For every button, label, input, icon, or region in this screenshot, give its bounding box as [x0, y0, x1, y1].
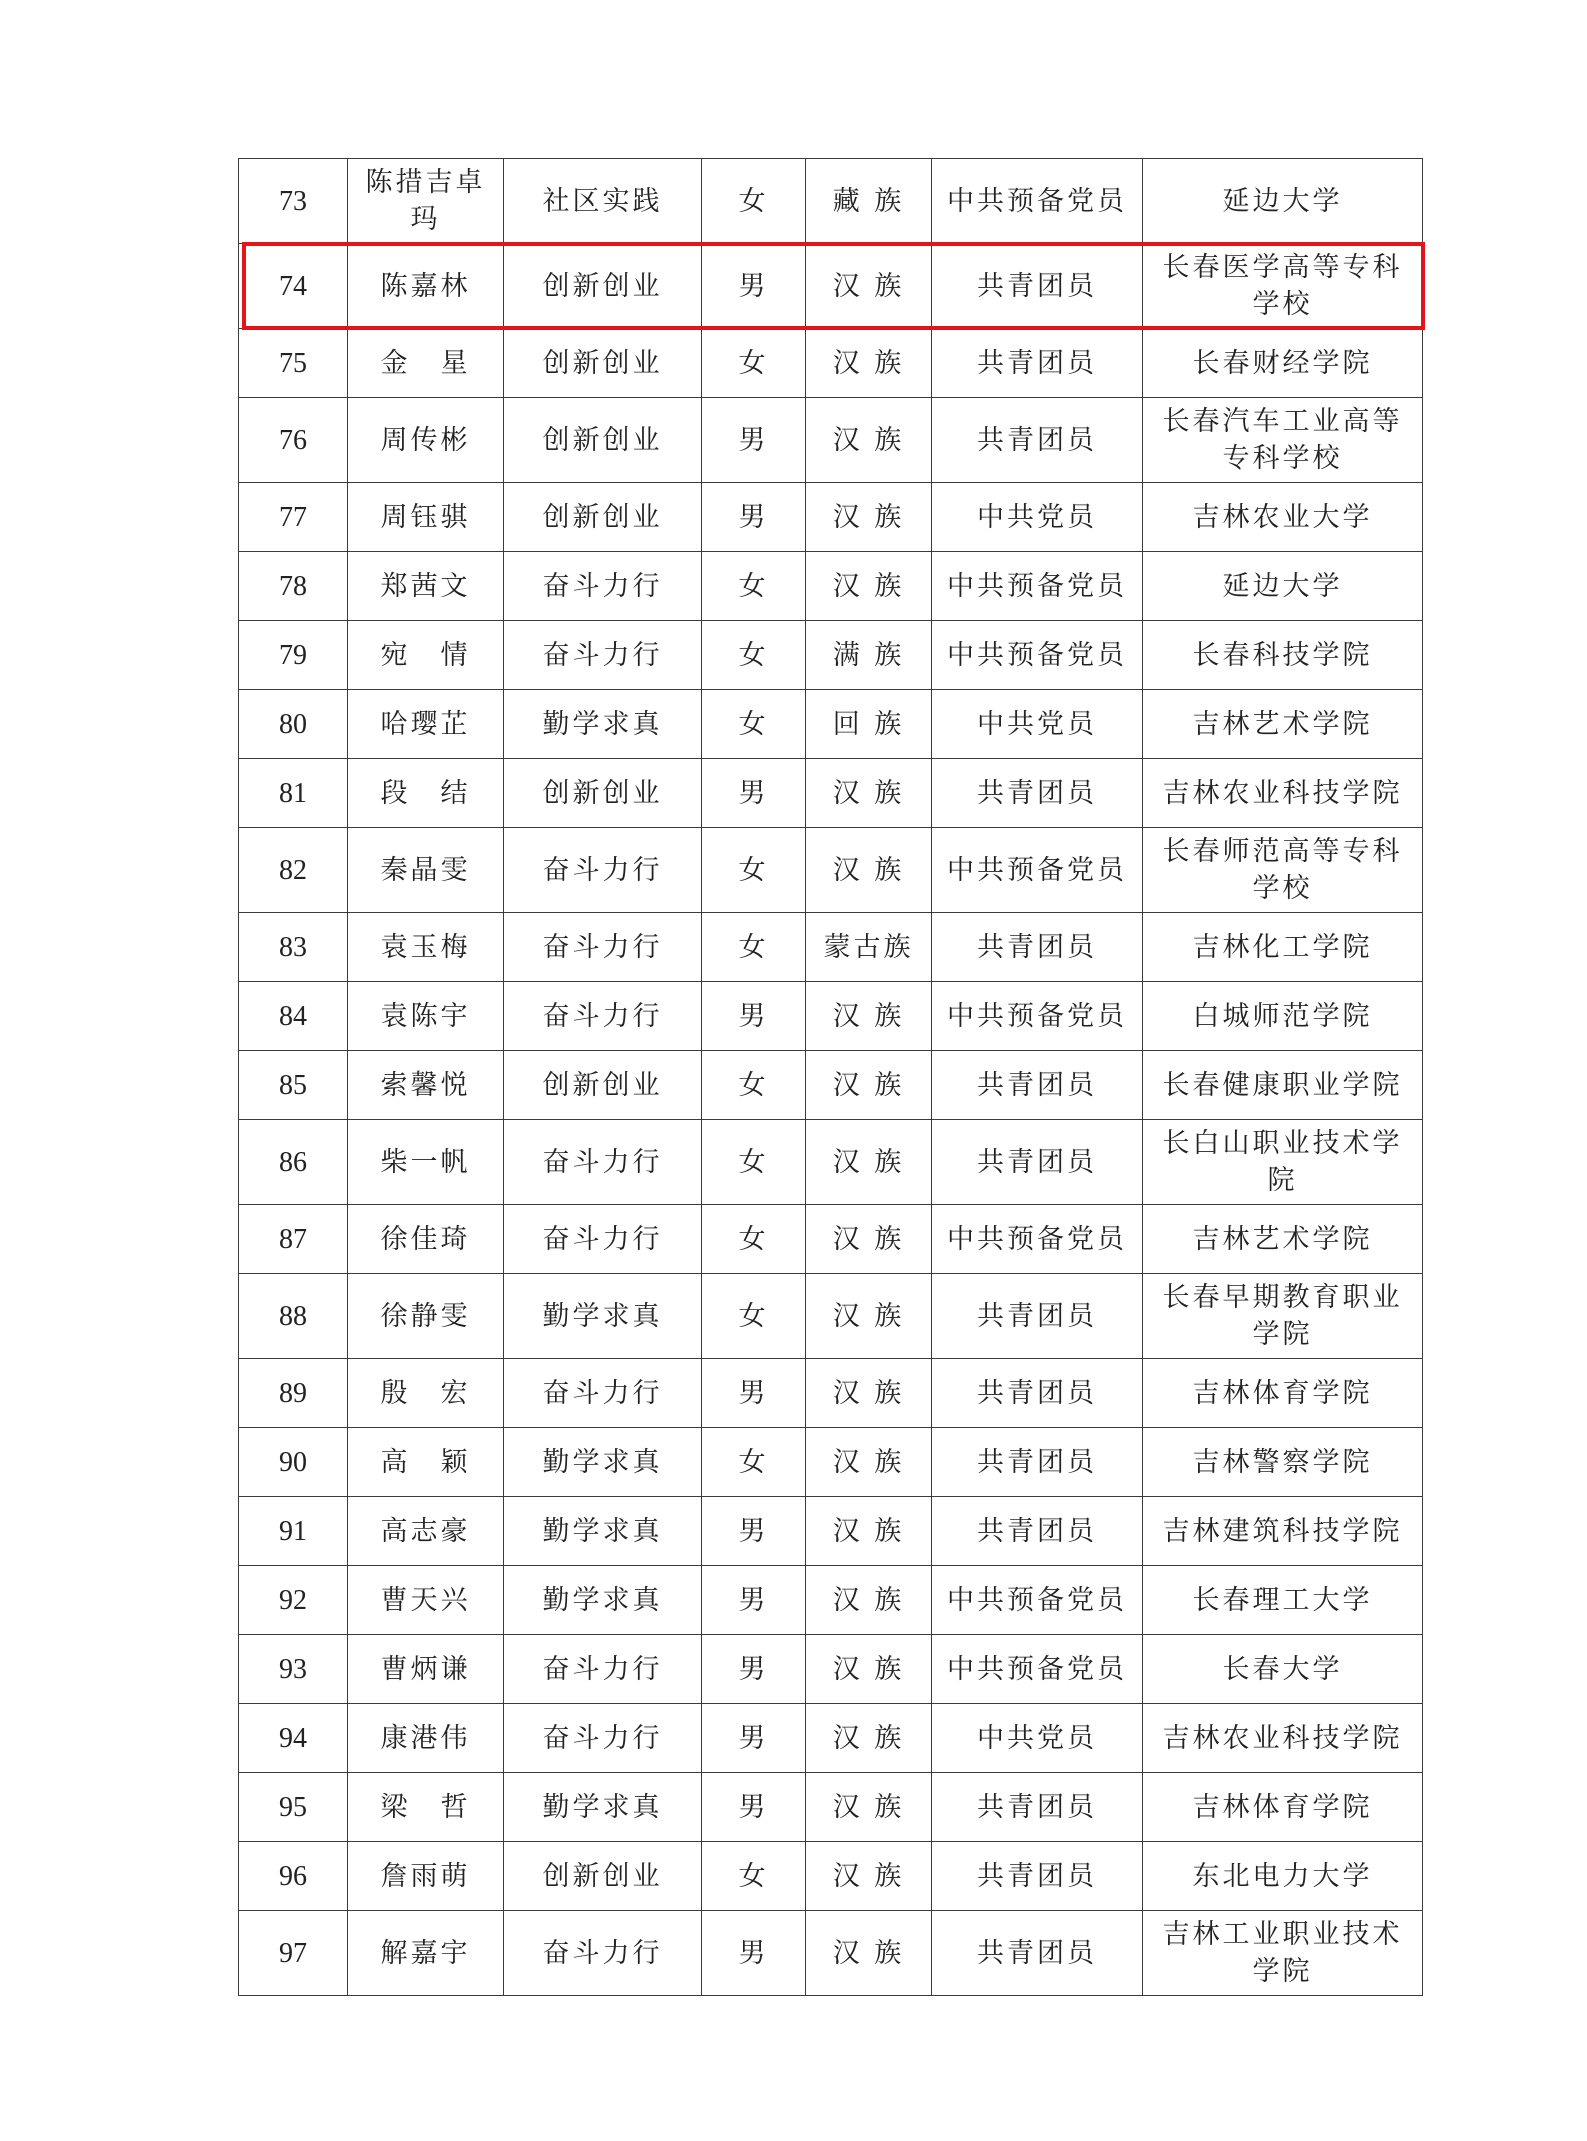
cell-gender: 女	[702, 1120, 806, 1205]
cell-category: 勤学求真	[504, 1428, 702, 1497]
cell-number: 86	[239, 1120, 348, 1205]
cell-gender: 男	[702, 398, 806, 483]
cell-political-status: 共青团员	[932, 1911, 1143, 1996]
cell-number: 75	[239, 329, 348, 398]
cell-category: 创新创业	[504, 759, 702, 828]
cell-number: 74	[239, 244, 348, 329]
cell-ethnicity: 汉 族	[806, 1497, 932, 1566]
cell-name: 高志豪	[348, 1497, 504, 1566]
cell-number: 83	[239, 913, 348, 982]
cell-number: 84	[239, 982, 348, 1051]
cell-ethnicity: 满 族	[806, 621, 932, 690]
table-row	[239, 913, 1423, 982]
cell-political-status: 共青团员	[932, 1842, 1143, 1911]
cell-political-status: 共青团员	[932, 1773, 1143, 1842]
cell-category: 奋斗力行	[504, 828, 702, 913]
cell-ethnicity: 汉 族	[806, 1635, 932, 1704]
table-row	[239, 1120, 1423, 1205]
cell-political-status: 共青团员	[932, 1359, 1143, 1428]
cell-school: 吉林体育学院	[1143, 1773, 1423, 1842]
cell-ethnicity: 汉 族	[806, 398, 932, 483]
cell-name: 段 结	[348, 759, 504, 828]
cell-gender: 男	[702, 244, 806, 329]
table-row	[239, 329, 1423, 398]
cell-ethnicity: 汉 族	[806, 982, 932, 1051]
table-row	[239, 244, 1423, 329]
cell-school: 长春大学	[1143, 1635, 1423, 1704]
cell-category: 奋斗力行	[504, 1359, 702, 1428]
roster-body	[239, 159, 1423, 1996]
cell-ethnicity: 蒙古族	[806, 913, 932, 982]
cell-political-status: 共青团员	[932, 398, 1143, 483]
cell-name: 柴一帆	[348, 1120, 504, 1205]
cell-school: 长春财经学院	[1143, 329, 1423, 398]
table-row	[239, 1359, 1423, 1428]
table-row	[239, 1911, 1423, 1996]
cell-category: 创新创业	[504, 483, 702, 552]
table-row	[239, 1051, 1423, 1120]
cell-number: 93	[239, 1635, 348, 1704]
cell-name: 曹炳谦	[348, 1635, 504, 1704]
cell-gender: 男	[702, 1566, 806, 1635]
cell-name: 郑茜文	[348, 552, 504, 621]
cell-name: 宛 情	[348, 621, 504, 690]
cell-school: 长春医学高等专科学校	[1143, 244, 1423, 329]
cell-number: 79	[239, 621, 348, 690]
cell-school: 吉林化工学院	[1143, 913, 1423, 982]
cell-name: 袁陈宇	[348, 982, 504, 1051]
cell-political-status: 中共预备党员	[932, 828, 1143, 913]
cell-gender: 男	[702, 483, 806, 552]
cell-ethnicity: 汉 族	[806, 1274, 932, 1359]
cell-gender: 女	[702, 1205, 806, 1274]
cell-number: 94	[239, 1704, 348, 1773]
cell-category: 创新创业	[504, 398, 702, 483]
cell-name: 陈嘉林	[348, 244, 504, 329]
cell-ethnicity: 汉 族	[806, 1911, 932, 1996]
cell-political-status: 共青团员	[932, 1120, 1143, 1205]
cell-gender: 女	[702, 1842, 806, 1911]
cell-name: 秦晶雯	[348, 828, 504, 913]
table-row	[239, 1842, 1423, 1911]
cell-ethnicity: 汉 族	[806, 1842, 932, 1911]
cell-category: 勤学求真	[504, 1274, 702, 1359]
cell-gender: 男	[702, 1911, 806, 1996]
cell-ethnicity: 汉 族	[806, 1704, 932, 1773]
cell-ethnicity: 回 族	[806, 690, 932, 759]
cell-number: 80	[239, 690, 348, 759]
table-row	[239, 1704, 1423, 1773]
cell-ethnicity: 汉 族	[806, 329, 932, 398]
cell-school: 吉林艺术学院	[1143, 690, 1423, 759]
cell-school: 白城师范学院	[1143, 982, 1423, 1051]
cell-number: 87	[239, 1205, 348, 1274]
cell-name: 康港伟	[348, 1704, 504, 1773]
cell-category: 奋斗力行	[504, 621, 702, 690]
cell-name: 解嘉宇	[348, 1911, 504, 1996]
cell-ethnicity: 汉 族	[806, 1359, 932, 1428]
cell-school: 延边大学	[1143, 552, 1423, 621]
cell-gender: 女	[702, 1051, 806, 1120]
cell-name: 周传彬	[348, 398, 504, 483]
cell-ethnicity: 汉 族	[806, 244, 932, 329]
cell-political-status: 中共党员	[932, 1704, 1143, 1773]
table-row	[239, 1773, 1423, 1842]
cell-gender: 女	[702, 159, 806, 244]
cell-number: 97	[239, 1911, 348, 1996]
cell-number: 77	[239, 483, 348, 552]
table-row	[239, 552, 1423, 621]
cell-number: 82	[239, 828, 348, 913]
cell-category: 创新创业	[504, 244, 702, 329]
cell-name: 梁 哲	[348, 1773, 504, 1842]
cell-name: 金 星	[348, 329, 504, 398]
cell-number: 96	[239, 1842, 348, 1911]
table-row	[239, 398, 1423, 483]
cell-political-status: 共青团员	[932, 329, 1143, 398]
cell-school: 长春健康职业学院	[1143, 1051, 1423, 1120]
roster-table	[238, 158, 1423, 1996]
cell-category: 勤学求真	[504, 690, 702, 759]
cell-gender: 女	[702, 552, 806, 621]
cell-ethnicity: 汉 族	[806, 483, 932, 552]
table-row	[239, 1566, 1423, 1635]
cell-school: 吉林警察学院	[1143, 1428, 1423, 1497]
cell-political-status: 中共预备党员	[932, 1566, 1143, 1635]
cell-number: 89	[239, 1359, 348, 1428]
cell-gender: 男	[702, 1497, 806, 1566]
cell-gender: 女	[702, 1274, 806, 1359]
table-row	[239, 1274, 1423, 1359]
cell-ethnicity: 汉 族	[806, 552, 932, 621]
cell-school: 吉林艺术学院	[1143, 1205, 1423, 1274]
cell-number: 95	[239, 1773, 348, 1842]
cell-name: 高 颖	[348, 1428, 504, 1497]
cell-name: 曹天兴	[348, 1566, 504, 1635]
cell-ethnicity: 汉 族	[806, 1051, 932, 1120]
cell-number: 92	[239, 1566, 348, 1635]
table-row	[239, 982, 1423, 1051]
cell-gender: 男	[702, 1773, 806, 1842]
cell-gender: 女	[702, 913, 806, 982]
cell-name: 徐佳琦	[348, 1205, 504, 1274]
cell-ethnicity: 汉 族	[806, 1428, 932, 1497]
cell-category: 奋斗力行	[504, 1205, 702, 1274]
cell-category: 勤学求真	[504, 1566, 702, 1635]
cell-school: 吉林农业大学	[1143, 483, 1423, 552]
cell-political-status: 中共预备党员	[932, 1205, 1143, 1274]
cell-school: 延边大学	[1143, 159, 1423, 244]
cell-name: 袁玉梅	[348, 913, 504, 982]
table-row	[239, 1205, 1423, 1274]
table-row	[239, 621, 1423, 690]
cell-political-status: 中共预备党员	[932, 621, 1143, 690]
cell-political-status: 共青团员	[932, 1051, 1143, 1120]
cell-gender: 男	[702, 759, 806, 828]
cell-political-status: 共青团员	[932, 913, 1143, 982]
cell-category: 社区实践	[504, 159, 702, 244]
cell-political-status: 中共预备党员	[932, 1635, 1143, 1704]
cell-number: 73	[239, 159, 348, 244]
cell-name: 陈措吉卓玛	[348, 159, 504, 244]
cell-political-status: 中共预备党员	[932, 159, 1143, 244]
cell-gender: 女	[702, 828, 806, 913]
cell-political-status: 中共预备党员	[932, 552, 1143, 621]
cell-school: 长春师范高等专科学校	[1143, 828, 1423, 913]
cell-school: 长春汽车工业高等专科学校	[1143, 398, 1423, 483]
cell-political-status: 中共党员	[932, 690, 1143, 759]
cell-school: 吉林农业科技学院	[1143, 759, 1423, 828]
table-row	[239, 1635, 1423, 1704]
cell-ethnicity: 汉 族	[806, 1773, 932, 1842]
cell-political-status: 中共预备党员	[932, 982, 1143, 1051]
cell-political-status: 共青团员	[932, 1274, 1143, 1359]
cell-name: 周钰骐	[348, 483, 504, 552]
table-row	[239, 1497, 1423, 1566]
cell-political-status: 共青团员	[932, 244, 1143, 329]
cell-school: 长春早期教育职业学院	[1143, 1274, 1423, 1359]
cell-school: 吉林体育学院	[1143, 1359, 1423, 1428]
cell-category: 创新创业	[504, 1842, 702, 1911]
cell-name: 徐静雯	[348, 1274, 504, 1359]
cell-gender: 男	[702, 1704, 806, 1773]
cell-gender: 女	[702, 690, 806, 759]
cell-category: 奋斗力行	[504, 1120, 702, 1205]
cell-gender: 女	[702, 1428, 806, 1497]
cell-gender: 女	[702, 329, 806, 398]
cell-number: 88	[239, 1274, 348, 1359]
cell-category: 奋斗力行	[504, 982, 702, 1051]
cell-gender: 男	[702, 982, 806, 1051]
table-row	[239, 690, 1423, 759]
cell-name: 殷 宏	[348, 1359, 504, 1428]
table-row	[239, 1428, 1423, 1497]
cell-school: 长春理工大学	[1143, 1566, 1423, 1635]
cell-gender: 男	[702, 1359, 806, 1428]
cell-political-status: 共青团员	[932, 1428, 1143, 1497]
cell-school: 吉林建筑科技学院	[1143, 1497, 1423, 1566]
cell-name: 索馨悦	[348, 1051, 504, 1120]
cell-number: 90	[239, 1428, 348, 1497]
cell-name: 哈璎芷	[348, 690, 504, 759]
cell-category: 勤学求真	[504, 1773, 702, 1842]
cell-category: 奋斗力行	[504, 1704, 702, 1773]
cell-ethnicity: 汉 族	[806, 1566, 932, 1635]
table-row	[239, 759, 1423, 828]
cell-political-status: 共青团员	[932, 759, 1143, 828]
cell-category: 奋斗力行	[504, 1635, 702, 1704]
cell-ethnicity: 藏 族	[806, 159, 932, 244]
cell-number: 85	[239, 1051, 348, 1120]
cell-category: 奋斗力行	[504, 913, 702, 982]
table-row	[239, 828, 1423, 913]
cell-name: 詹雨萌	[348, 1842, 504, 1911]
cell-political-status: 共青团员	[932, 1497, 1143, 1566]
cell-school: 东北电力大学	[1143, 1842, 1423, 1911]
cell-school: 长春科技学院	[1143, 621, 1423, 690]
cell-gender: 女	[702, 621, 806, 690]
cell-category: 创新创业	[504, 329, 702, 398]
cell-gender: 男	[702, 1635, 806, 1704]
cell-political-status: 中共党员	[932, 483, 1143, 552]
cell-number: 81	[239, 759, 348, 828]
cell-number: 91	[239, 1497, 348, 1566]
cell-ethnicity: 汉 族	[806, 1205, 932, 1274]
cell-category: 奋斗力行	[504, 1911, 702, 1996]
cell-number: 76	[239, 398, 348, 483]
cell-category: 奋斗力行	[504, 552, 702, 621]
cell-category: 勤学求真	[504, 1497, 702, 1566]
cell-ethnicity: 汉 族	[806, 759, 932, 828]
cell-school: 吉林工业职业技术学院	[1143, 1911, 1423, 1996]
cell-ethnicity: 汉 族	[806, 828, 932, 913]
cell-number: 78	[239, 552, 348, 621]
table-row	[239, 159, 1423, 244]
cell-category: 创新创业	[504, 1051, 702, 1120]
table-row	[239, 483, 1423, 552]
cell-school: 吉林农业科技学院	[1143, 1704, 1423, 1773]
cell-school: 长白山职业技术学院	[1143, 1120, 1423, 1205]
cell-ethnicity: 汉 族	[806, 1120, 932, 1205]
